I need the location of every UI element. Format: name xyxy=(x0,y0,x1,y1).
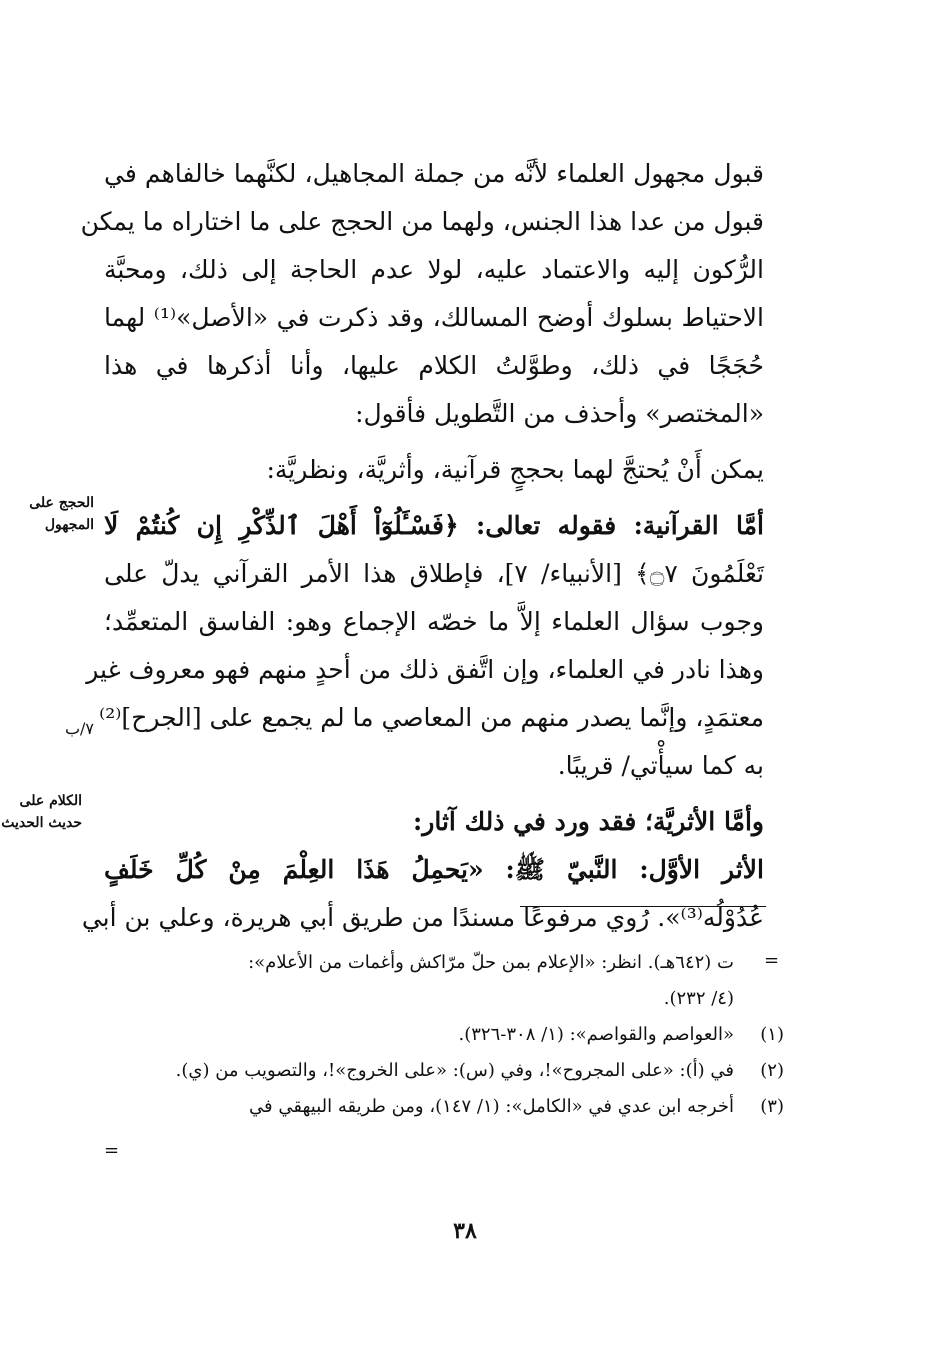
text-line: الأثر الأوَّل: النَّبيّ ﷺ: «يَحمِلُ هَذَا العِلْمَ مِنْ كُلِّ خَلَفٍ xyxy=(104,855,764,884)
text-line: وأمَّا الأثريَّة؛ فقد ورد في ذلك آثار: xyxy=(413,807,764,836)
text-line: وجوب سؤال العلماء إلاَّ ما خصّه الإجماع وهو: الفاسق المتعمِّد؛ xyxy=(104,607,764,636)
text-line: معتمَدٍ، وإنَّما يصدر منهم من المعاصي ما لم يجمع على [الجرح]⁽²⁾ xyxy=(99,703,764,732)
footnote-number: (٣) xyxy=(760,1096,784,1117)
footnotes-block xyxy=(104,945,784,1125)
footnote-text: «العواصم والقواصم»: (١/ ٣٠٨-٣٢٦). xyxy=(458,1024,734,1045)
main-text-block xyxy=(80,150,764,942)
footnote-text: في (أ): «على المجروح»!، وفي (س): «على الخروج»!، والتصويب من (ي). xyxy=(175,1060,734,1081)
margin-note-hujaj: الحجج على المجهول xyxy=(29,495,94,533)
text-line: الاحتياط بسلوك أوضح المسالك، وقد ذكرت في «الأصل»⁽¹⁾ لهما xyxy=(104,303,764,332)
footnote-number: (٢) xyxy=(760,1060,784,1081)
footnote-3 xyxy=(104,1089,784,1125)
footnote-2 xyxy=(104,1053,784,1089)
text-line: به كما سيأْتي/ قريبًا. xyxy=(557,751,764,780)
footnote-text: أخرجه ابن عدي في «الكامل»: (١/ ١٤٧)، ومن طريقه البيهقي في xyxy=(249,1096,734,1117)
footnote-separator xyxy=(520,906,766,907)
text-line: عُدُوْلُه⁽³⁾». رُوي مرفوعًا مسندًا من طريق أبي هريرة، وعلي بن أبي xyxy=(81,903,764,932)
footnote-text: (٤/ ٢٣٢). xyxy=(663,988,734,1009)
page-number: ٣٨ xyxy=(453,1218,477,1244)
footnote-number: (١) xyxy=(760,1024,784,1045)
text-line: قبول مجهول العلماء لأنَّه من جملة المجاهيل، لكنَّهما خالفاهم في xyxy=(104,159,764,188)
footnote-continued xyxy=(104,945,784,981)
text-line: يمكن أَنْ يُحتجَّ لهما بحججٍ قرآنية، وأثريَّة، ونظريَّة: xyxy=(266,455,764,484)
text-line: أمَّا القرآنية: فقوله تعالى: ﴿فَسْـَٔلُوٓاْ أَهْلَ ٱلذِّكْرِ إِن كُنتُمْ لَا xyxy=(104,511,764,540)
footnote-1 xyxy=(104,1017,784,1053)
continuation-mark-end: = xyxy=(104,1140,120,1161)
footnote-text: ت (٦٤٢هـ). انظر: «الإعلام بمن حلّ مرّاكش وأغمات من الأعلام»: xyxy=(248,952,734,973)
margin-note-kalam: الكلام على حديث الحديث xyxy=(1,793,82,831)
text-line: وهذا نادر في العلماء، وإن اتَّفق ذلك من أحدٍ منهم فهو معروف غير xyxy=(86,655,764,684)
text-line: تَعْلَمُونَ ۝٧﴾ [الأنبياء/ ٧]، فإطلاق هذا الأمر القرآني يدلّ على xyxy=(104,559,764,588)
text-line: «المختصر» وأحذف من التَّطويل فأقول: xyxy=(355,399,764,428)
margin-note-folio: ٧/ب xyxy=(64,719,94,738)
text-line: الرُّكون إليه والاعتماد عليه، لولا عدم الحاجة إلى ذلك، ومحبَّة xyxy=(104,255,764,284)
continuation-mark: = xyxy=(764,950,780,971)
text-line: حُجَجًا في ذلك، وطوَّلتُ الكلام عليها، وأنا أذكرها في هذا xyxy=(104,351,764,380)
text-line: قبول من عدا هذا الجنس، ولهما من الحجج على ما اختاراه ما يمكن xyxy=(80,207,764,236)
footnote-continued-line2 xyxy=(104,981,784,1017)
